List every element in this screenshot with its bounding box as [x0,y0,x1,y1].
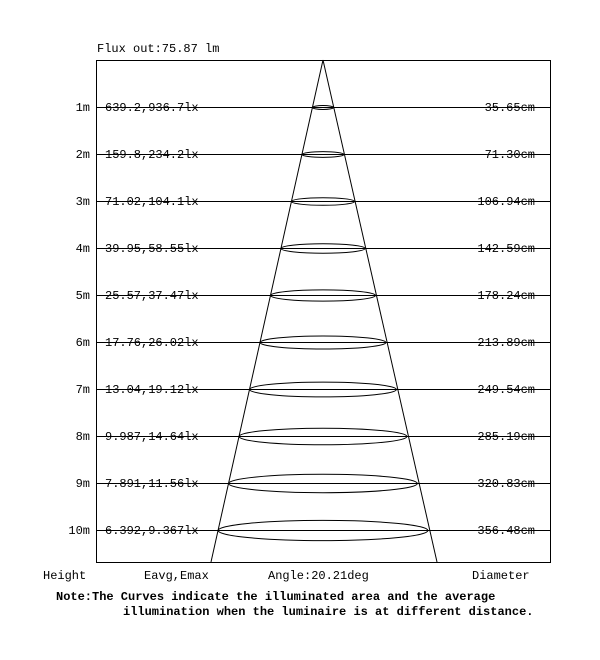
row-height-label: 10m [68,524,90,538]
row-diameter-value: 142.59cm [477,242,535,256]
row-height-label: 6m [75,336,90,350]
row-height-label: 9m [75,477,90,491]
beam-angle-label: Angle:20.21deg [268,569,369,583]
beam-cone [211,60,437,562]
note-line-1: Note:The Curves indicate the illuminated area and the average [56,590,496,604]
flux-out-label: Flux out:75.87 lm [97,42,220,56]
row-height-label: 5m [75,289,90,303]
row-illuminance-values: 39.95,58.55lx [105,242,199,256]
row-height-label: 1m [75,101,90,115]
beam-right-edge [323,60,437,562]
row-illuminance-values: 17.76,26.02lx [105,336,199,350]
row-height-label: 2m [75,148,90,162]
row-illuminance-values: 13.04,19.12lx [105,383,199,397]
row-height-label: 3m [75,195,90,209]
row-diameter-value: 356.48cm [477,524,535,538]
row-height-label: 8m [75,430,90,444]
eavg-emax-label: Eavg,Emax [144,569,209,583]
beam-left-edge [211,60,323,562]
height-axis-label: Height [43,569,87,583]
row-height-label: 4m [75,242,90,256]
row-height-label: 7m [75,383,90,397]
row-illuminance-values: 6.392,9.367lx [105,524,199,538]
row-diameter-value: 71.30cm [484,148,535,162]
diameter-axis-label: Diameter [472,569,530,583]
row-diameter-value: 178.24cm [477,289,535,303]
row-diameter-value: 320.83cm [477,477,535,491]
row-illuminance-values: 7.891,11.56lx [105,477,199,491]
row-illuminance-values: 71.02,104.1lx [105,195,199,209]
row-illuminance-values: 9.987,14.64lx [105,430,199,444]
row-diameter-value: 106.94cm [477,195,535,209]
row-labels [68,101,535,538]
row-illuminance-values: 25.57,37.47lx [105,289,199,303]
row-diameter-value: 213.89cm [477,336,535,350]
row-illuminance-values: 159.8,234.2lx [105,148,199,162]
row-diameter-value: 285.19cm [477,430,535,444]
row-illuminance-values: 639.2,936.7lx [105,101,199,115]
row-diameter-value: 35.65cm [484,101,535,115]
row-diameter-value: 249.54cm [477,383,535,397]
row-lines [97,108,551,531]
note-line-2: illumination when the luminaire is at different distance. [123,605,534,619]
